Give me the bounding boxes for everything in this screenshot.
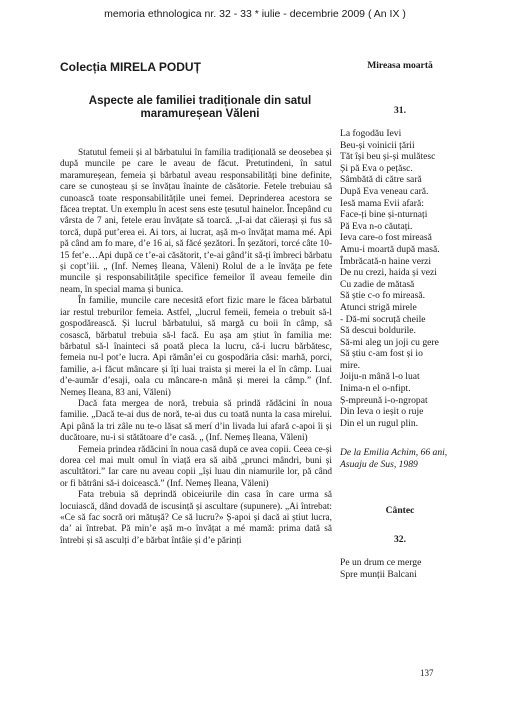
running-header: memoria ethnologica nr. 32 - 33 * iulie - decembrie 2009 ( An IX ) [104, 8, 406, 20]
verse-line: Pă Eva n-o căutați. [340, 220, 413, 232]
verse-line: Îmbrăcată-n haine verzi [340, 255, 432, 267]
verse-line: De nu crezi, haida și vezi [340, 267, 437, 279]
verse-line: Să-mi aleg un joji cu gere [340, 336, 439, 348]
verse-line: mire. [340, 359, 360, 371]
verse-line: Face-ți bine și-nturnați [340, 209, 428, 221]
verse-line: Să știe c-o fo mireasă. [340, 290, 425, 302]
verse-line: Pe un drum ce merge [340, 557, 422, 569]
poem-title: Cântec [385, 505, 415, 517]
verse-line: Beu-și voinicii țării [340, 139, 415, 151]
verse-line: Din el un rugul plin. [340, 417, 419, 429]
verse-line: - Dă-mi socruță cheile [340, 313, 426, 325]
verse-line: Și pă Eva o pețăsc. [340, 162, 413, 174]
verse-line: Din Ieva o ieșit o ruje [340, 406, 424, 418]
paragraph: Femeia prindea rădăcini în noua casă după ce avea copii. Ceea ce-și dorea cel mai mult omul în viață era să aibă „prunci mândri, buni și ascultători.” Iar care nu aveau copii „își luau din niamurile lor, pă când or fi bătrâni să-i doicească.” (Inf. Nemeș Ileana, Văleni) [60, 444, 332, 489]
verse-line: Ș-mpreună i-o-ngropat [340, 394, 428, 406]
verse-line: Amu-i moartă după masă. [340, 243, 440, 255]
verse-line: La fogodău Ievi [340, 128, 402, 139]
poem-column [340, 60, 460, 581]
verse-line: Sâmbătă di către sară [340, 174, 422, 186]
verse-line: Tăt își beu și-și mulătesc [340, 151, 436, 163]
verse-line: Ieva care-o fost mireasă [340, 232, 432, 244]
verse-line: Inima-n el o-nfipt. [340, 383, 411, 395]
paragraph: Statutul femeii și al bărbatului în familia tradițională se deosebea și după muncile pe care le aveau de făcut. Pretutindeni, în satul maramureșean, femeia și bărbatul aveau responsabilități bine definite, care se cunoșteau și se învățau înainte de căsătorie. Fetele trebuiau să cunoască toate responsabilitățile unei femei. Deprinderea acestora se făcea treptat. Un exemplu în acest sens este țesutul hainelor. Începând cu vârsta de 7 ani, fetele erau învățate să toarcă. „I-ai dat căierași și fus să torcă, după put’erea ei. Ai tors, ai lucrat, așă m-o învățat mama mé. Api pă când am fo mare, d’e 16 ai, să făcé șezători. În șezători, torcé câte 10-15 fet’e…Api după ce t’e-ai căsătorit, t’e-ai gând’it să-ți îmbreci bărbatu și copt’iii. „ (Inf. Nemeș Ileana, Văleni) Rolul de a le învăța pe fete muncile și responsabilitățile specifice femeilor îl aveau femeile din neam, în special mama și bunica. [60, 148, 332, 295]
paragraph: Dacă fata mergea de noră, trebuia să prindă rădăcini în noua familie. „Dacă te-ai dus de noră, te-ai dus cu toată nunta la casa mirelui. Api până la tri zâle nu te-o lăsat să merí d’in livada lui afară c-apoi îi și ducătoare, nu-i si stătătoare d’e casă. „ (Inf. Nemeș Ileana, Văleni) [60, 398, 332, 444]
poem-number: 32. [394, 534, 406, 546]
paragraph: În familie, muncile care necesită efort fizic mare le făcea bărbatul iar restul treburilor femeia. Astfel, „lucrul femeii, femeia o trebuit să-l gospodărească. Și lucrul bărbatului, să margă cu boii în câmp, să cosască, bărbatul trebuia să-l facă. Eu așa am știut în familia me: bărbatul să-l înainteci să poată pleca la lucru, că-i lucru bărbătesc, femeia nu-l pot’e lucra. Api rămân’ei cu gospodăria căsi: marhă, porci, familie, a-i făcut mâncare și îți luai traista și merei la el în câmp. Luai d’e-aumăr d’esaji, oala cu mâncare-n mână și merei la câmp.” (Inf. Nemeș Ileana, 83 ani, Văleni) [60, 296, 332, 398]
verse-line: Joiju-n mână l-o luat [340, 371, 420, 383]
verse-line: Cu zadie de mătasă [340, 278, 415, 290]
page-number: 137 [420, 668, 434, 678]
paragraph: Fata trebuia să deprindă obiceiurile din casa în care urma să locuiască, dând dovadă de iscusință și ascultare (supunere). „Ai întrebat: «Ce să fac socră ori mătușă? Ce să lucru?» Ș-apoi și dacă ai știut lucra, da’ ai întrebat. Pă min’e așă m-o învățat a mé mamă: prima dată să întrebi și să asculți d’e bărbat întâie și d’e părinți [60, 490, 332, 546]
article-body [60, 148, 332, 547]
poem-verse [340, 128, 460, 429]
poem-title: Mireasa moartă [367, 60, 433, 71]
verse-line: Să descui boldurile. [340, 325, 416, 337]
verse-line: După Eva veneau cară. [340, 185, 429, 197]
verse-line: Spre munții Balcani [340, 569, 417, 581]
article-title: Aspecte ale familiei tradiționale din satul maramureșean Văleni [88, 95, 312, 120]
verse-line: Iesă mama Evii afară: [340, 197, 424, 209]
poem-source: De la Emilia Achim, 66 ani, Asuaju de Sus, 1989 [340, 447, 448, 471]
poem-verse [340, 557, 460, 580]
collection-heading: Colecția MIRELA PODUȚ [60, 60, 201, 74]
verse-line: Atunci strigă mirele [340, 301, 417, 313]
poem-number: 31. [394, 105, 406, 116]
verse-line: Să știu c-am fost și io [340, 348, 423, 360]
